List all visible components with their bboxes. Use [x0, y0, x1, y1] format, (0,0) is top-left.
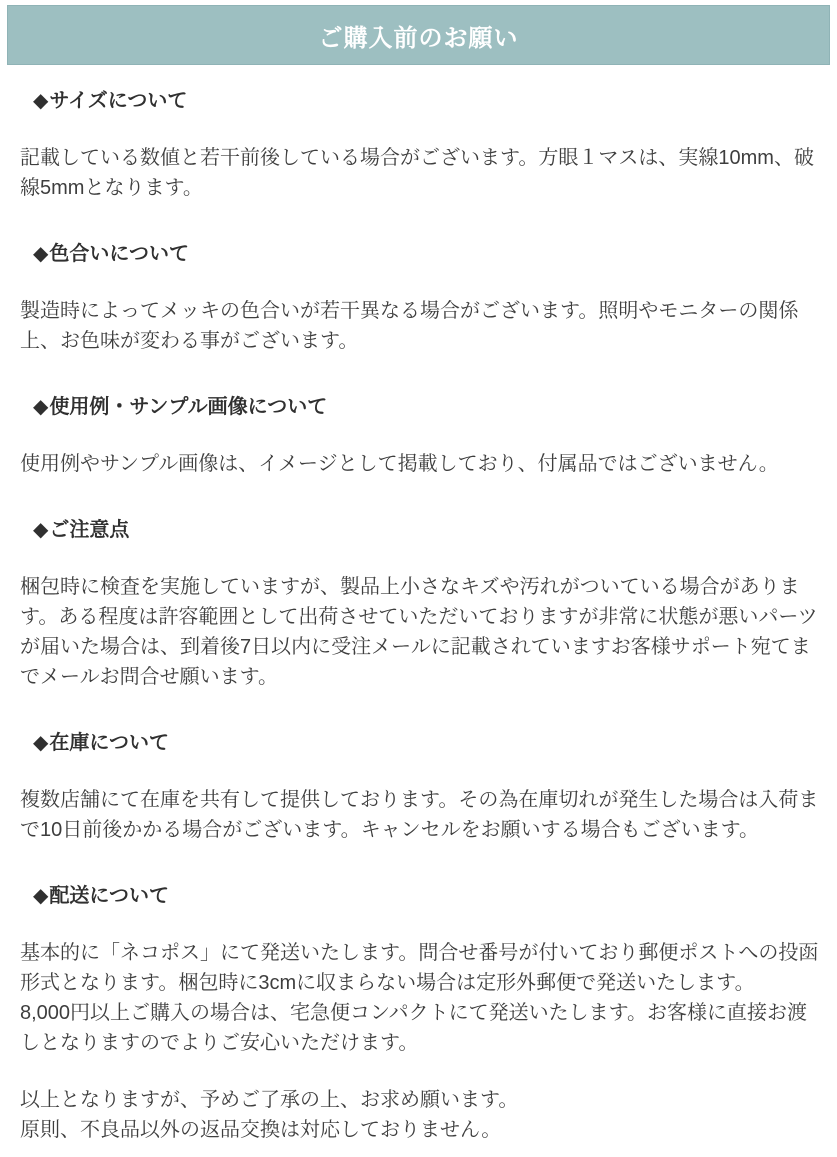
section-heading — [33, 515, 820, 545]
section-sample-image-notice — [20, 392, 820, 479]
diamond-bullet-icon: ◆ — [33, 885, 49, 907]
paragraph-line: 梱包時に検査を実施していますが、製品上小さなキズや汚れがついている場合があります。ある程度は許容範囲として出荷させていただいておりますが非常に状態が悪いパーツが届いた場合は、到着後7日以内に受注メールに記載されていますお客様サポート宛てまでメールお問合せ願います。 — [20, 576, 818, 688]
closing-line: 以上となりますが、予めご了承の上、お求め願います。 — [20, 1089, 519, 1111]
paragraph-line: 記載している数値と若干前後している場合がございます。方眼１マスは、実線10mm、破線5mmとなります。 — [20, 147, 814, 199]
section-heading-text: 在庫について — [49, 732, 169, 754]
paragraph-line: 製造時によってメッキの色合いが若干異なる場合がございます。照明やモニターの関係上、お色味が変わる事がございます。 — [20, 300, 799, 352]
section-heading-text: ご注意点 — [49, 519, 130, 541]
section-paragraph — [20, 296, 820, 356]
diamond-bullet-icon: ◆ — [33, 90, 49, 112]
notice-banner — [7, 5, 830, 65]
section-paragraph — [20, 785, 820, 845]
section-color-notice — [20, 239, 820, 356]
paragraph-line: 複数店舗にて在庫を共有して提供しております。その為在庫切れが発生した場合は入荷まで10日前後かかる場合がございます。キャンセルをお願いする場合もございます。 — [20, 789, 819, 841]
diamond-bullet-icon: ◆ — [33, 396, 49, 418]
paragraph-line: 8,000円以上ご購入の場合は、宅急便コンパクトにて発送いたします。お客様に直接お渡しとなりますのでよりご安心いただけます。 — [20, 1002, 808, 1054]
paragraph-line: 使用例やサンプル画像は、イメージとして掲載しており、付属品ではございません。 — [20, 453, 779, 475]
section-paragraph — [20, 572, 820, 692]
closing-note — [20, 1085, 820, 1145]
section-heading — [33, 728, 820, 758]
section-paragraph — [20, 938, 820, 1058]
section-paragraph — [20, 449, 820, 479]
diamond-bullet-icon: ◆ — [33, 732, 49, 754]
section-size-notice — [20, 86, 820, 203]
section-heading — [33, 881, 820, 911]
notice-content — [0, 86, 837, 1145]
closing-line: 原則、不良品以外の返品交換は対応しておりません。 — [20, 1119, 502, 1141]
section-stock-notice — [20, 728, 820, 845]
section-heading — [33, 239, 820, 269]
section-heading-text: サイズについて — [49, 90, 188, 112]
diamond-bullet-icon: ◆ — [33, 243, 49, 265]
section-caution-notice — [20, 515, 820, 692]
section-shipping-notice — [20, 881, 820, 1058]
section-heading — [33, 392, 820, 422]
section-paragraph — [20, 143, 820, 203]
section-heading-text: 色合いについて — [49, 243, 189, 265]
section-heading-text: 配送について — [49, 885, 169, 907]
section-heading — [33, 86, 820, 116]
notice-banner-title: ご購入前のお願い — [318, 24, 519, 52]
paragraph-line: 基本的に「ネコポス」にて発送いたします。問合せ番号が付いており郵便ポストへの投函形式となります。梱包時に3cmに収まらない場合は定形外郵便で発送いたします。 — [20, 942, 819, 994]
diamond-bullet-icon: ◆ — [33, 519, 49, 541]
section-heading-text: 使用例・サンプル画像について — [49, 396, 328, 418]
